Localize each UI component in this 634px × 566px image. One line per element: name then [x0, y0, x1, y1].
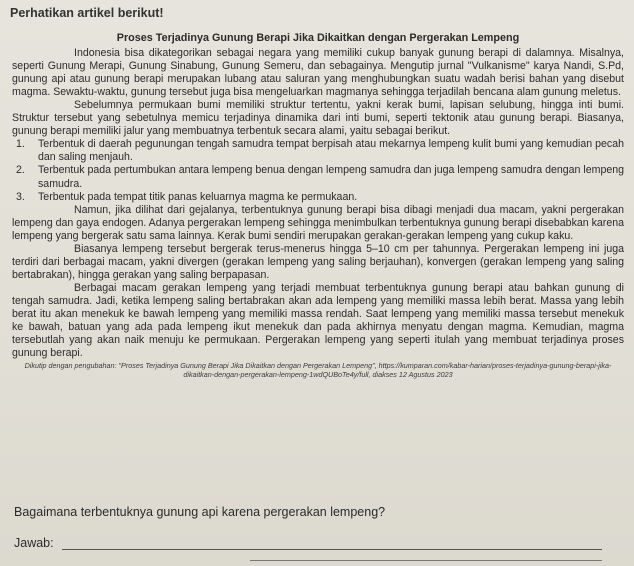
list-item-text: Terbentuk pada pertumbukan antara lempeng benua dengan lempeng samudra dan juga lempeng samudra dengan lempeng samudra. [38, 164, 625, 190]
list-item-text: Terbentuk di daerah pegunungan tengah samudra tempat berpisah atau mekarnya lempeng kulit bumi yang kemudian pecah dan saling menjauh. [38, 138, 624, 164]
article [12, 32, 624, 379]
list-item-number: 1. [16, 138, 25, 151]
article-source-citation: Dikutip dengan pengubahan: "Proses Terjadinya Gunung Berapi Jika Dikaitkan dengan Pergerakan Lempeng", https://kumparan.com/kabar-harian/proses-terjadinya-gunung-berapi-jika-dikaitkan-dengan-pergerakan-lempeng-1wdQUBoTe4y/full, diakses 12 Agustus 2023 [24, 361, 612, 380]
article-paragraph: Indonesia bisa dikategorikan sebagai negara yang memiliki cukup banyak gunung berapi di dalamnya. Misalnya, seperti Gunung Merapi, Gunung Sinabung, Gunung Semeru, dan sebagainya. Mengutip jurnal "Vulkanisme" karya Nandi, S.Pd, gunung api atau gunung berapi merupakan lubang atau saluran yang menghubungkan suatu wadah berisi bahan yang disebut magma. Sewaktu-waktu, gunung tersebut juga bisa mengeluarkan magmanya sehingga terjadilah bencana alam gunung meletus. [12, 47, 624, 99]
list-item [12, 138, 624, 164]
article-paragraph: Berbagai macam gerakan lempeng yang terjadi membuat terbentuknya gunung berapi atau bahkan gunung di tengah samudra. Jadi, ketika lempeng saling bertabrakan akan ada lempeng yang memiliki massa lebih berat. Massa yang lebih berat itu akan menekuk ke bawah lempeng yang memiliki massa rendah. Saat lempeng yang memiliki massa tersebut menekuk ke bawah, batuan yang ada pada lempeng ikut menekuk dan pada akhirnya menyatu dengan magma. Kemudian, magma tersebutlah yang akan naik menuju ke permukaan. Pergerakan lempeng yang seperti itulah yang membuat terjadinya proses gunung berapi. [12, 281, 624, 360]
list-item-number: 2. [16, 164, 25, 177]
answer-line[interactable] [250, 560, 602, 561]
list-item [12, 164, 624, 190]
article-paragraph: Biasanya lempeng tersebut bergerak terus-menerus hingga 5–10 cm per tahunnya. Pergerakan lempeng ini juga terdiri dari berbagai macam, yakni divergen (gerakan lempeng yang saling berjauhan), konvergen (gerakan lempeng yang saling bertabrakan), hingga gerakan yang saling berpapasan. [12, 242, 624, 281]
article-title: Proses Terjadinya Gunung Berapi Jika Dikaitkan dengan Pergerakan Lempeng [116, 32, 520, 44]
instruction-text: Perhatikan artikel berikut! [10, 6, 164, 20]
answer-label: Jawab: [14, 536, 54, 550]
article-paragraph: Namun, jika dilihat dari gejalanya, terbentuknya gunung berapi bisa dibagi menjadi dua macam, yakni pergerakan lempeng dan gaya endogen. Adanya pergerakan lempeng sehingga menimbulkan terbentuknya gunung berapi disebabkan karena lempeng yang bergerak satu sama lainnya. Kerak bumi sendiri merupakan gerakan-gerakan lempeng yang cukup kaku. [12, 203, 624, 242]
list-item-text: Terbentuk pada tempat titik panas keluarnya magma ke permukaan. [38, 190, 358, 203]
formation-path-list [12, 138, 624, 203]
answer-line[interactable] [62, 549, 602, 550]
question-text: Bagaimana terbentuknya gunung api karena pergerakan lempeng? [14, 505, 386, 519]
list-item [12, 191, 624, 204]
list-item-number: 3. [16, 190, 25, 203]
article-paragraph: Sebelumnya permukaan bumi memiliki struktur tertentu, yakni kerak bumi, lapisan selubung, hingga inti bumi. Struktur tersebut yang sebetulnya memicu terjadinya dinamika dari inti bumi, seperti tektonik atau gunung berapi. Biasanya, gunung berapi memiliki jalur yang membuatnya terbentuk secara alami, yaitu sebagai berikut. [12, 99, 624, 138]
